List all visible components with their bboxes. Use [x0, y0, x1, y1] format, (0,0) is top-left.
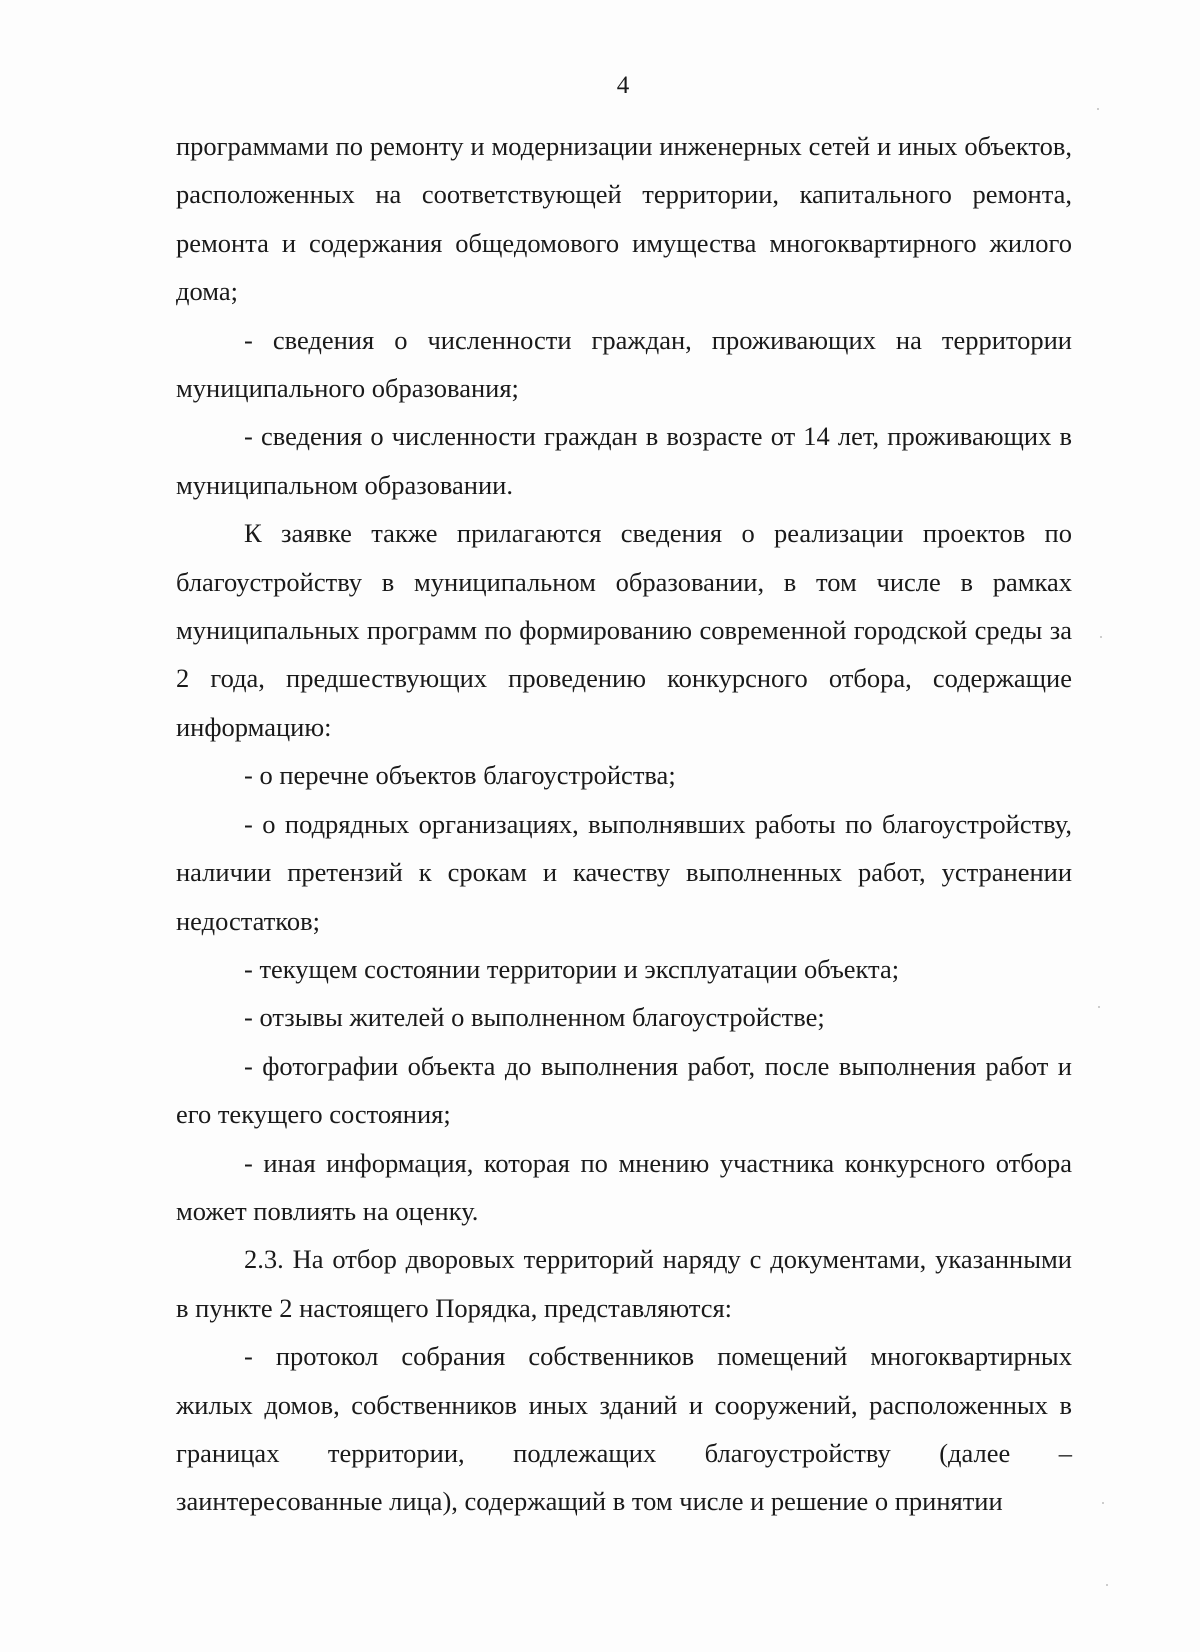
scan-speck [1097, 108, 1099, 110]
list-item-objects: - о перечне объектов благоустройства; [244, 760, 676, 791]
section-2-3: 2.3. На отбор дворовых территорий наряду с документами, указанными в пункте 2 настоящего Порядка, представляются: [176, 1244, 1079, 1323]
paragraph-application-attachments: К заявке также прилагаются сведения о реализации проектов по благоустройству в муниципальном образовании, в том числе в рамках муниципальных программ по формированию современной городской среды за 2 года, предшествующих проведению конкурсного отбора, содержащие информацию: [176, 518, 1079, 742]
document-body [176, 122, 1079, 1526]
scan-speck [1106, 1584, 1108, 1586]
paragraph-citizens-count: - сведения о численности граждан, проживающих на территории муниципального образования; [176, 324, 1079, 404]
scan-speck [1100, 636, 1102, 638]
list-item-contractors: - о подрядных организациях, выполнявших работы по благоустройству, наличии претензий к срокам и качеству выполненных работ, устранении недостатков; [176, 808, 1079, 936]
list-item-other-info: - иная информация, которая по мнению участника конкурсного отбора может повлиять на оценку. [176, 1147, 1079, 1226]
list-item-current-state: - текущем состоянии территории и эксплуатации объекта; [244, 953, 900, 984]
list-item-protocol: - протокол собрания собственников помещений многоквартирных жилых домов, собственников иных зданий и сооружений, расположенных в границах территории, подлежащих благоустройству (далее – заинтересованные лица), содержащий в том числе и решение о принятии [176, 1341, 1079, 1517]
list-item-reviews: - отзывы жителей о выполненном благоустройстве; [244, 1002, 825, 1033]
paragraph-continuation: программами по ремонту и модернизации инженерных сетей и иных объектов, расположенных на соответствующей территории, капитального ремонта, ремонта и содержания общедомового имущества многоквартирного жилого дома; [176, 131, 1079, 307]
page-number: 4 [616, 72, 630, 99]
scan-speck [1098, 1006, 1100, 1008]
paragraph-citizens-14: - сведения о численности граждан в возрасте от 14 лет, проживающих в муниципальном образовании. [176, 421, 1079, 500]
list-item-photos: - фотографии объекта до выполнения работ, после выполнения работ и его текущего состояния; [176, 1050, 1079, 1130]
scan-speck [1102, 1502, 1104, 1504]
